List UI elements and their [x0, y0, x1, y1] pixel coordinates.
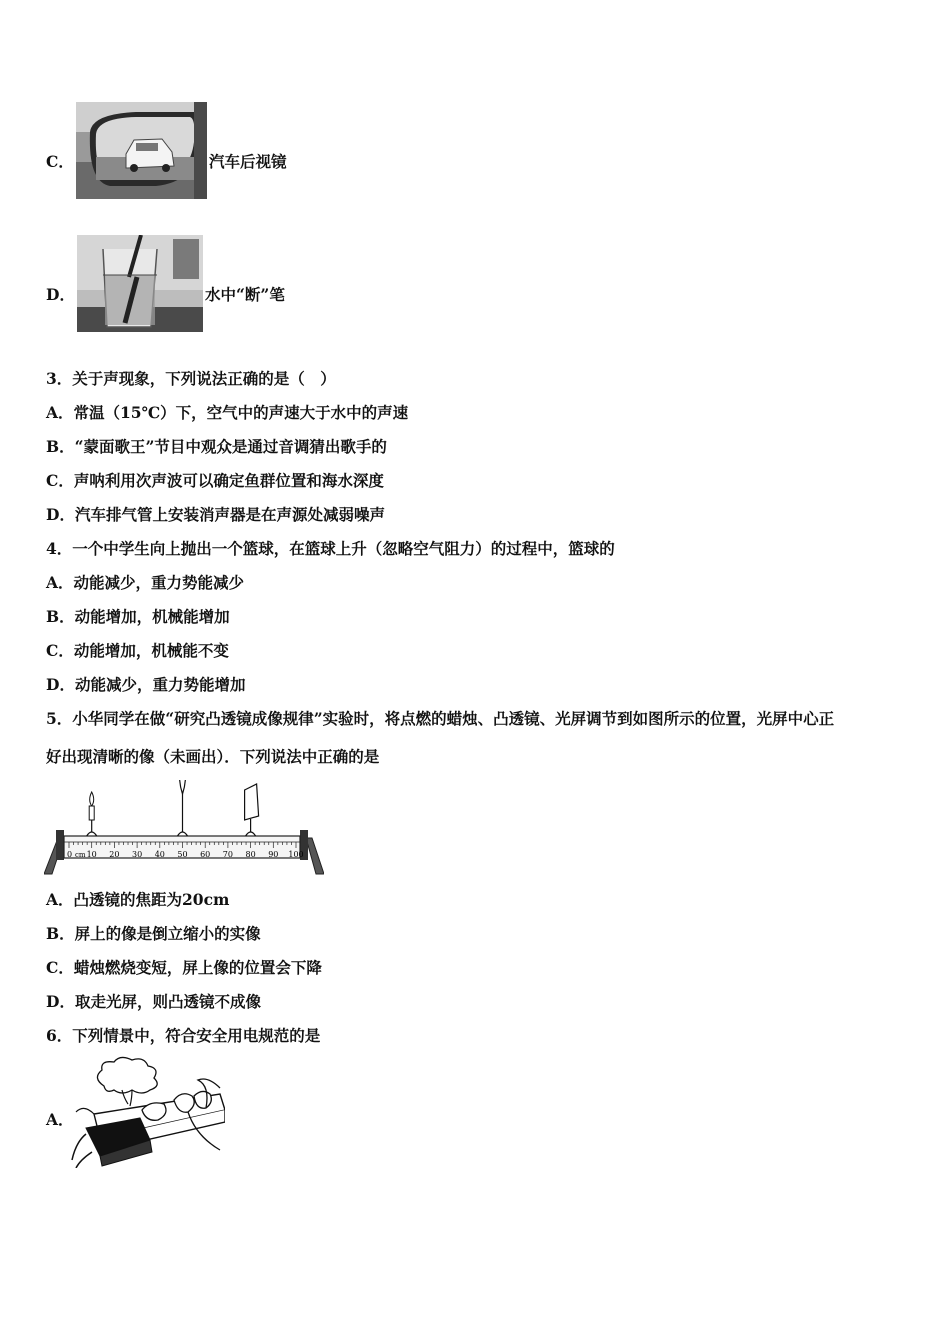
q5-option-c: C．蜡烛燃烧变短，屏上像的位置会下降 [46, 958, 322, 977]
candle-body [89, 806, 94, 820]
q2-option-d-caption: 水中“断”笔 [205, 285, 285, 304]
bench-left-end [56, 830, 64, 860]
q4-option-a: A．动能减少，重力势能减少 [46, 573, 245, 592]
q5-option-b: B．屏上的像是倒立缩小的实像 [46, 924, 261, 943]
bench-tick-label: 50 [177, 850, 188, 859]
q2-option-c-letter: C． [46, 152, 74, 171]
q5-stem-line1: 5．小华同学在做“研究凸透镜成像规律”实验时，将点燃的蜡烛、凸透镜、光屏调节到如图所示的位置，光屏中心正 [46, 709, 835, 728]
bench-tick-label: 20 [109, 850, 120, 859]
candle [87, 792, 97, 836]
q3-stem: 3．关于声现象，下列说法正确的是（ ） [46, 369, 336, 388]
q3-option-d: D．汽车排气管上安装消声器是在声源处减弱噪声 [46, 505, 385, 524]
convex-lens [178, 780, 188, 836]
bench-tick-label: 60 [200, 850, 211, 859]
bench-tick-label: 80 [245, 850, 256, 859]
bench-tick-label: 70 [222, 850, 233, 859]
bent-pencil-in-water-image [77, 235, 203, 332]
q6-option-a-letter: A． [46, 1110, 74, 1129]
overloaded-power-strip-image [70, 1056, 225, 1168]
q5-stem-line2: 好出现清晰的像（未画出）．下列说法中正确的是 [46, 747, 380, 766]
bench-tick-label: 40 [154, 850, 165, 859]
q4-stem: 4．一个中学生向上抛出一个篮球，在篮球上升（忽略空气阻力）的过程中，篮球的 [46, 539, 615, 558]
bench-tick-label: 30 [132, 850, 143, 859]
rearview-mirror-image [76, 102, 207, 199]
q5-option-d: D．取走光屏，则凸透镜不成像 [46, 992, 261, 1011]
q4-option-c: C．动能增加，机械能不变 [46, 641, 229, 660]
q6-stem: 6．下列情景中，符合安全用电规范的是 [46, 1026, 321, 1045]
q3-option-b: B．“蒙面歌王”节目中观众是通过音调猜出歌手的 [46, 437, 387, 456]
screen-panel [245, 784, 259, 820]
q5-option-a: A．凸透镜的焦距为20cm [46, 890, 230, 909]
q2-option-c-caption: 汽车后视镜 [209, 152, 287, 171]
q4-option-b: B．动能增加，机械能增加 [46, 607, 230, 626]
bench-right-leg [306, 838, 324, 874]
bench-tick-label: 90 [268, 850, 279, 859]
q2-option-d-letter: D． [46, 285, 75, 304]
light-screen [245, 784, 259, 836]
bench-tick-label: 0 [67, 850, 73, 859]
lens-body [180, 780, 186, 794]
q3-option-a: A．常温（15℃）下，空气中的声速大于水中的声速 [46, 403, 409, 422]
bench-tick-label: 10 [86, 850, 97, 859]
bench-tick-label: 100 [288, 850, 304, 859]
q4-option-d: D．动能减少，重力势能增加 [46, 675, 246, 694]
bench-unit-label: cm [75, 851, 86, 859]
optical-bench-diagram [44, 780, 324, 880]
candle-flame [90, 792, 94, 806]
q3-option-c: C．声呐利用次声波可以确定鱼群位置和海水深度 [46, 471, 384, 490]
